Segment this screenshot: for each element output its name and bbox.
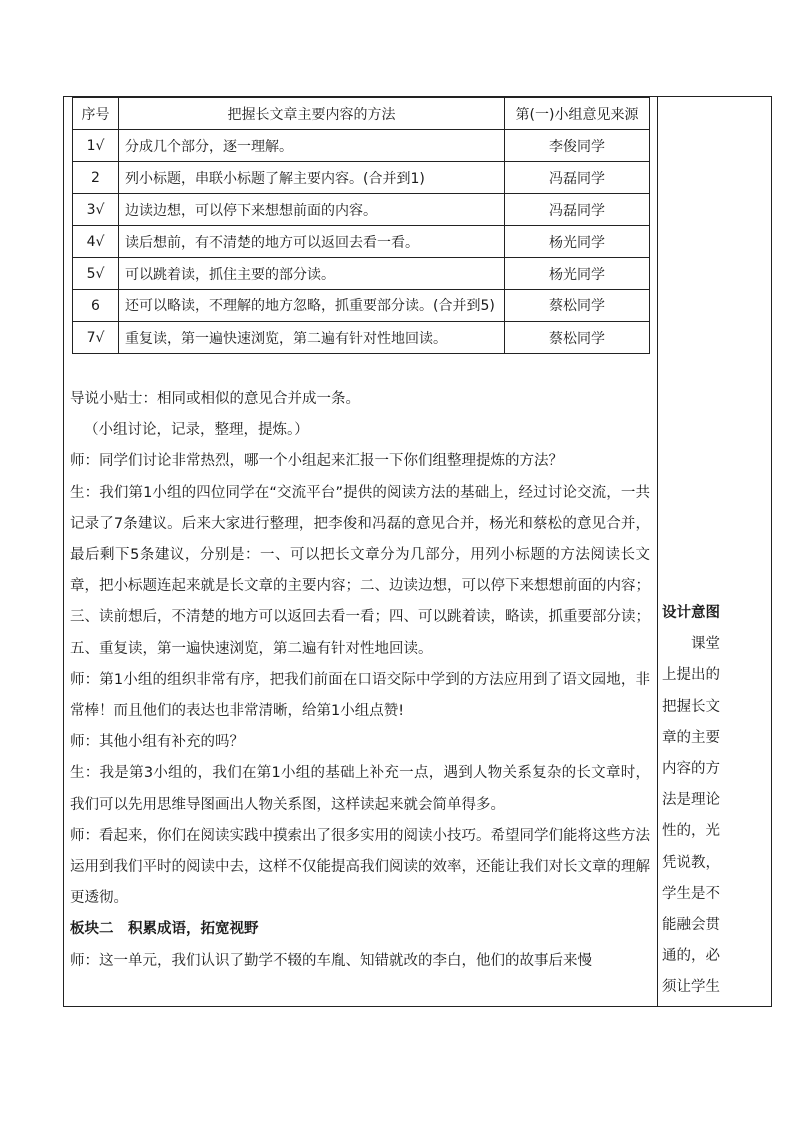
table-row (73, 130, 650, 162)
row-number: 7√ (73, 322, 119, 354)
table-row (73, 226, 650, 258)
row-source: 冯磊同学 (505, 194, 650, 226)
row-source: 蔡松同学 (505, 290, 650, 322)
design-intent-title: 设计意图 (662, 605, 720, 621)
header-method: 把握长文章主要内容的方法 (119, 98, 505, 130)
row-number: 6 (73, 290, 119, 322)
lesson-transcript (70, 384, 650, 977)
row-number: 4√ (73, 226, 119, 258)
row-method: 边读边想，可以停下来想想前面的内容。 (119, 194, 505, 226)
row-number: 2 (73, 162, 119, 194)
row-source: 杨光同学 (505, 226, 650, 258)
activity-note: （小组讨论，记录，整理，提炼。） (84, 422, 309, 439)
student-report: 生：我们第1小组的四位同学在“交流平台”提供的阅读方法的基础上，经过讨论交流，一共记录了7条建议。后来大家进行整理，把李俊和冯磊的意见合并，杨光和蔡松的意见合并，最后剩下5条建议，分别是：一、可以把长文章分为几部分，用列小标题的方法阅读长文章，把小标题连起来就是长文章的主要内容；二、边读边想，可以停下来想想前面的内容；三、读前想后，不清楚的地方可以返回去看一看；四、可以跳着读，略读，抓重要部分读；五、重复读，第一遍快速浏览，第二遍有针对性地回读。 (70, 484, 650, 657)
design-intent-text: 课堂上提出的把握长文章的主要内容的方法是理论性的，光凭说教，学生是不能融会贯通的，必须让学生 (662, 636, 720, 996)
table-header-row (73, 98, 650, 130)
reading-tip: 导说小贴士：相同或相似的意见合并成一条。 (70, 391, 360, 407)
table-row (73, 322, 650, 354)
row-method: 列小标题，串联小标题了解主要内容。(合并到1) (119, 162, 505, 194)
design-intent-column (662, 598, 732, 1004)
row-source: 蔡松同学 (505, 322, 650, 354)
row-method: 可以跳着读，抓住主要的部分读。 (119, 258, 505, 290)
table-row (73, 290, 650, 322)
table-row (73, 162, 650, 194)
table-row (73, 194, 650, 226)
row-number: 1√ (73, 130, 119, 162)
teacher-followup: 师：其他小组有补充的吗？ (70, 734, 244, 751)
row-number: 3√ (73, 194, 119, 226)
section-heading: 板块二 积累成语，拓宽视野 (70, 921, 259, 938)
student-supplement: 生：我是第3小组的，我们在第1小组的基础上补充一点，遇到人物关系复杂的长文章时，我们可以先用思维导图画出人物关系图，这样读起来就会简单得多。 (70, 765, 650, 813)
header-source: 第(一)小组意见来源 (505, 98, 650, 130)
row-source: 杨光同学 (505, 258, 650, 290)
row-number: 5√ (73, 258, 119, 290)
teacher-praise: 师：第1小组的组织非常有序，把我们前面在口语交际中学到的方法应用到了语文园地，非常棒！而且他们的表达也非常清晰，给第1小组点赞! (70, 671, 650, 720)
teacher-intro: 师：这一单元，我们认识了勤学不辍的车胤、知错就改的李白，他们的故事后来慢 (70, 952, 592, 969)
teacher-summary: 师：看起来，你们在阅读实践中摸索出了很多实用的阅读小技巧。希望同学们能将这些方法运用到我们平时的阅读中去，这样不仅能提高我们阅读的效率，还能让我们对长文章的理解更透彻。 (70, 827, 650, 907)
row-method: 分成几个部分，逐一理解。 (119, 130, 505, 162)
table-row (73, 258, 650, 290)
row-method: 重复读，第一遍快速浏览，第二遍有针对性地回读。 (119, 322, 505, 354)
column-divider (657, 96, 658, 1007)
row-source: 冯磊同学 (505, 162, 650, 194)
header-number: 序号 (73, 98, 119, 130)
row-method: 读后想前，有不清楚的地方可以返回去看一看。 (119, 226, 505, 258)
row-source: 李俊同学 (505, 130, 650, 162)
row-method: 还可以略读，不理解的地方忽略，抓重要部分读。(合并到5) (119, 290, 505, 322)
teacher-question: 师：同学们讨论非常热烈，哪一个小组起来汇报一下你们组整理提炼的方法？ (70, 453, 563, 470)
methods-table (72, 97, 650, 354)
